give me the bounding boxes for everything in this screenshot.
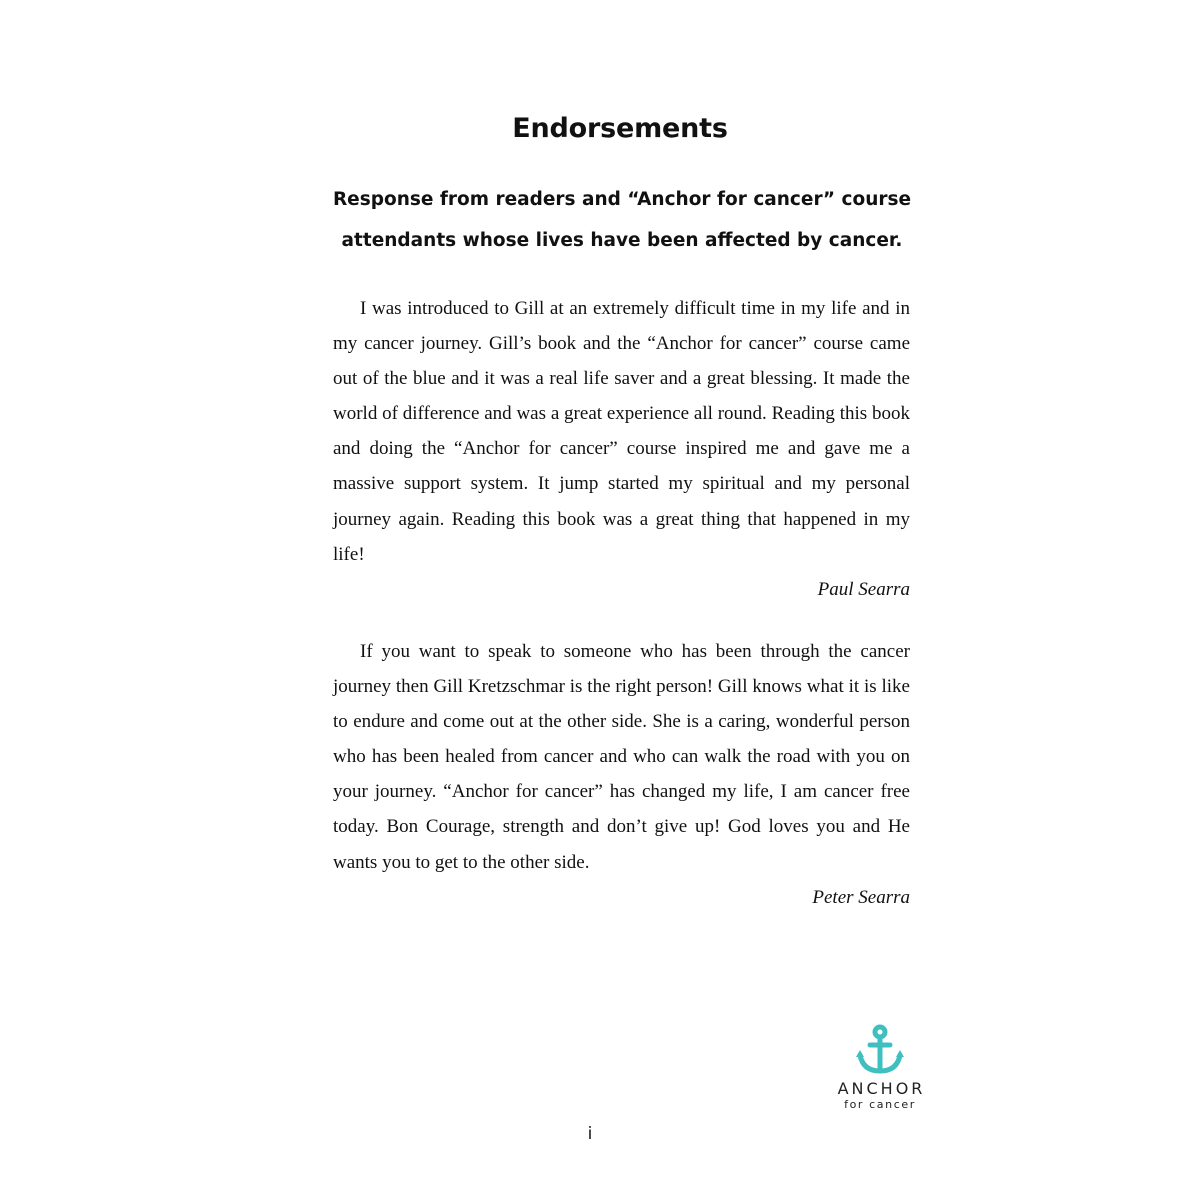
- logo-name: ANCHOR: [837, 1079, 926, 1098]
- endorsement-author: Peter Searra: [812, 886, 910, 908]
- page-number: i: [587, 1124, 593, 1144]
- logo-tagline: for cancer: [844, 1098, 916, 1111]
- endorsement: [333, 634, 910, 915]
- page-title: Endorsements: [512, 113, 728, 144]
- endorsement-text: If you want to speak to someone who has been through the cancer journey then Gill Kretzschmar is the right person! Gill knows what it is like to endure and come out at the other side. She is a caring, wonderful person who has been healed from cancer and who can walk the road with you on your journey. “Anchor for cancer” has changed my life, I am cancer free today. Bon Courage, strength and don’t give up! God loves you and He wants you to get to the other side.: [333, 641, 910, 873]
- endorsement-author: Paul Searra: [817, 578, 910, 600]
- endorsement-text: I was introduced to Gill at an extremely difficult time in my life and in my cancer journey. Gill’s book and the “Anchor for cancer” course came out of the blue and it was a real life saver and a great blessing. It made the world of difference and was a great experience all round. Reading this book and doing the “Anchor for cancer” course inspired me and gave me a massive support system. It jump started my spiritual and my personal journey again. Reading this book was a great thing that happened in my life!: [333, 298, 910, 565]
- subtitle-line: Response from readers and “Anchor for cancer” course: [332, 189, 912, 210]
- anchor-icon: [855, 1024, 905, 1076]
- page-subtitle: [322, 179, 922, 261]
- anchor-for-cancer-logo: [830, 1024, 930, 1112]
- endorsement: [333, 291, 910, 607]
- subtitle-line: attendants whose lives have been affected by cancer.: [341, 230, 903, 251]
